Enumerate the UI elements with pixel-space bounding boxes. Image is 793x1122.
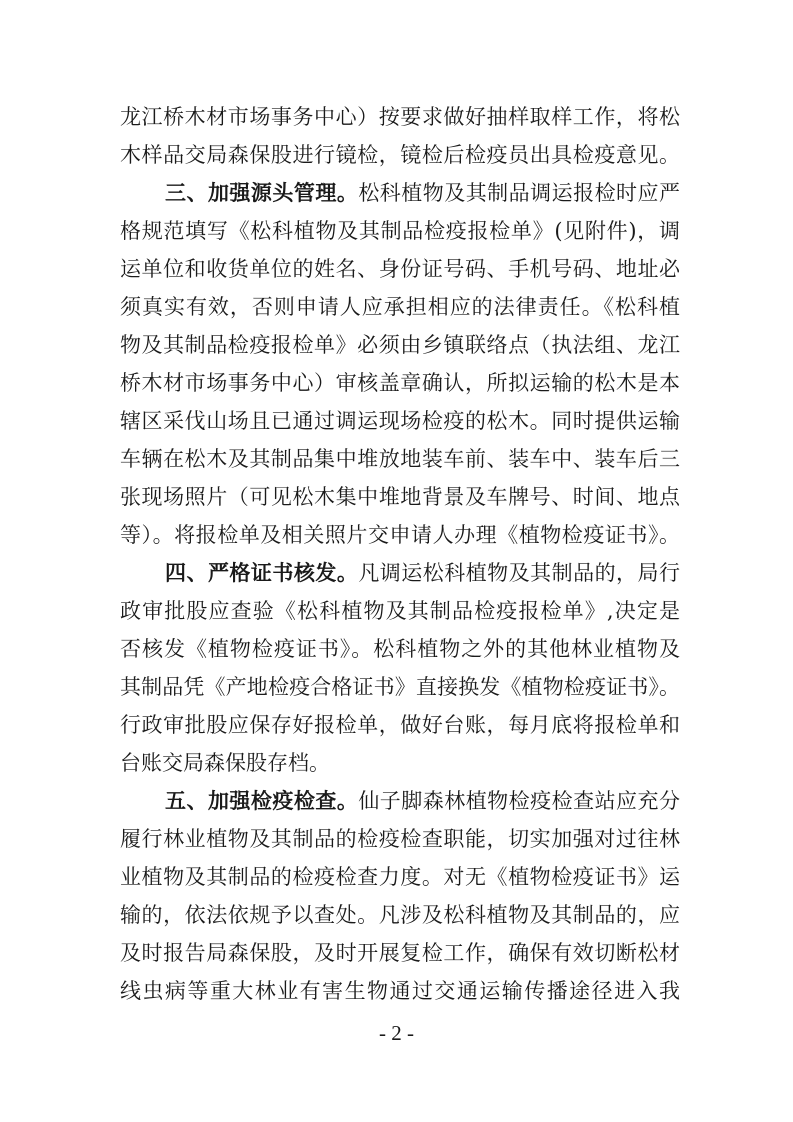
section-five-heading: 五、加强检疫检查。 (165, 789, 359, 813)
body-line-11: 张现场照片（可见松木集中堆地背景及车牌号、时间、地点 (120, 485, 680, 509)
body-line-22: 输的，依法依规予以查处。凡涉及松科植物及其制品的，应 (120, 903, 680, 927)
body-line-4: 格规范填写《松科植物及其制品检疫报检单》(见附件)，调 (120, 219, 680, 243)
body-line-16: 其制品凭《产地检疫合格证书》直接换发《植物检疫证书》。 (120, 675, 680, 699)
body-line-6: 须真实有效，否则申请人应承担相应的法律责任。《松科植 (120, 295, 680, 319)
body-line-1: 龙江桥木材市场事务中心）按要求做好抽样取样工作，将松 (120, 105, 680, 129)
body-line-12: 等）。将报检单及相关照片交申请人办理《植物检疫证书》。 (120, 523, 680, 547)
body-line-23: 及时报告局森保股，及时开展复检工作，确保有效切断松材 (120, 941, 680, 965)
body-line-14: 政审批股应查验《松科植物及其制品检疫报检单》,决定是 (120, 599, 680, 623)
body-line-24: 线虫病等重大林业有害生物通过交通运输传播途径进入我 (120, 979, 680, 1003)
section-three-heading: 三、加强源头管理。 (165, 181, 359, 205)
body-line-7: 物及其制品检疫报检单》必须由乡镇联络点（执法组、龙江 (120, 333, 680, 357)
body-line-8: 桥木材市场事务中心）审核盖章确认，所拟运输的松木是本 (120, 371, 680, 395)
body-line-18: 台账交局森保股存档。 (120, 751, 330, 775)
section-five-line-1: 五、加强检疫检查。仙子脚森林植物检疫检查站应充分 (165, 789, 681, 813)
section-three-line-1: 三、加强源头管理。松科植物及其制品调运报检时应严 (165, 181, 681, 205)
body-line-17: 行政审批股应保存好报检单，做好台账，每月底将报检单和 (120, 713, 680, 737)
section-four-heading: 四、严格证书核发。 (165, 561, 359, 585)
body-line-5: 运单位和收货单位的姓名、身份证号码、手机号码、地址必 (120, 257, 680, 281)
body-line-21: 业植物及其制品的检疫检查力度。对无《植物检疫证书》运 (120, 865, 680, 889)
body-line-2: 木样品交局森保股进行镜检，镜检后检疫员出具检疫意见。 (120, 143, 680, 167)
body-line-15: 否核发《植物检疫证书》。松科植物之外的其他林业植物及 (120, 637, 680, 661)
body-line-9: 辖区采伐山场且已通过调运现场检疫的松木。同时提供运输 (120, 409, 680, 433)
section-four-line-1: 四、严格证书核发。凡调运松科植物及其制品的，局行 (165, 561, 681, 585)
page-number: - 2 - (379, 1021, 414, 1045)
body-line-20: 履行林业植物及其制品的检疫检查职能，切实加强对过往林 (120, 827, 680, 851)
body-line-10: 车辆在松木及其制品集中堆放地装车前、装车中、装车后三 (120, 447, 680, 471)
